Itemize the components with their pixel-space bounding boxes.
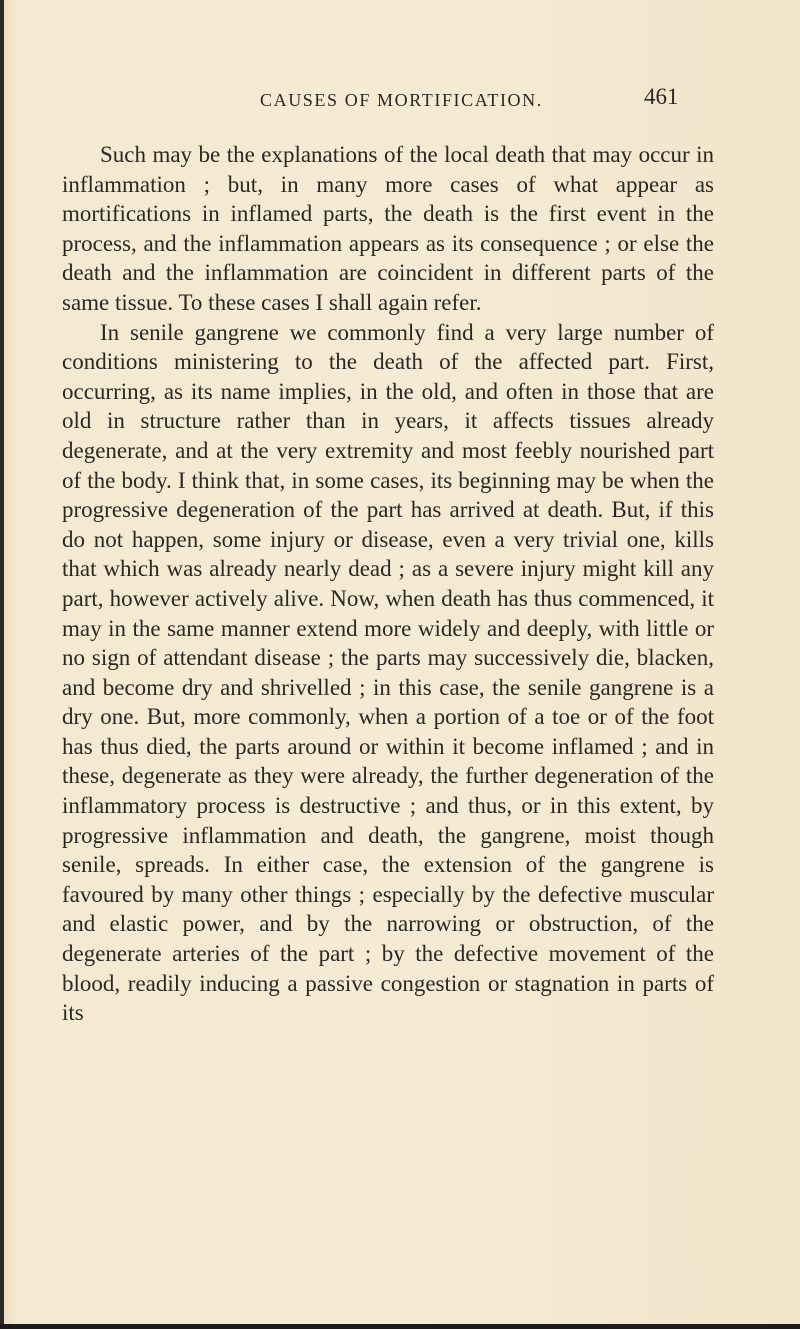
page-left-edge xyxy=(0,0,4,1329)
page-number: 461 xyxy=(644,84,679,109)
page-header xyxy=(60,84,760,118)
body-text xyxy=(62,140,714,1028)
paragraph-2: In senile gangrene we commonly find a very large number of conditions ministering to the death of the affected part. First, occurring, as its name implies, in the old, and often in those that are old in structure rather than in years, it affects tissues already degenerate, and at the very extremity and most feebly nourished part of the body. I think that, in some cases, its beginning may be when the progressive degeneration of the part has arrived at death. But, if this do not happen, some injury or disease, even a very trivial one, kills that which was already nearly dead ; as a severe injury might kill any part, however actively alive. Now, when death has thus commenced, it may in the same manner extend more widely and deeply, with little or no sign of attendant disease ; the parts may successively die, blacken, and become dry and shrivelled ; in this case, the senile gangrene is a dry one. But, more commonly, when a portion of a toe or of the foot has thus died, the parts around or within it become inflamed ; and in these, degenerate as they were already, the further degeneration of the inflammatory process is destructive ; and thus, or in this extent, by progressive inflammation and death, the gangrene, moist though senile, spreads. In either case, the extension of the gangrene is favoured by many other things ; especially by the defective muscular and elastic power, and by the narrowing or obstruction, of the degenerate arteries of the part ; by the defective movement of the blood, readily inducing a passive congestion or stagnation in parts of its xyxy=(62,319,714,1026)
page-bottom-edge xyxy=(0,1324,800,1329)
running-head: CAUSES OF MORTIFICATION. xyxy=(260,90,543,110)
paragraph-1: Such may be the explanations of the local death that may occur in inflammation ; but, in many more cases of what appear as mortifications in inflamed parts, the death is the first event in the process, and the inflammation appears as its consequence ; or else the death and the inflammation are coincident in different parts of the same tissue. To these cases I shall again refer. xyxy=(62,142,714,315)
